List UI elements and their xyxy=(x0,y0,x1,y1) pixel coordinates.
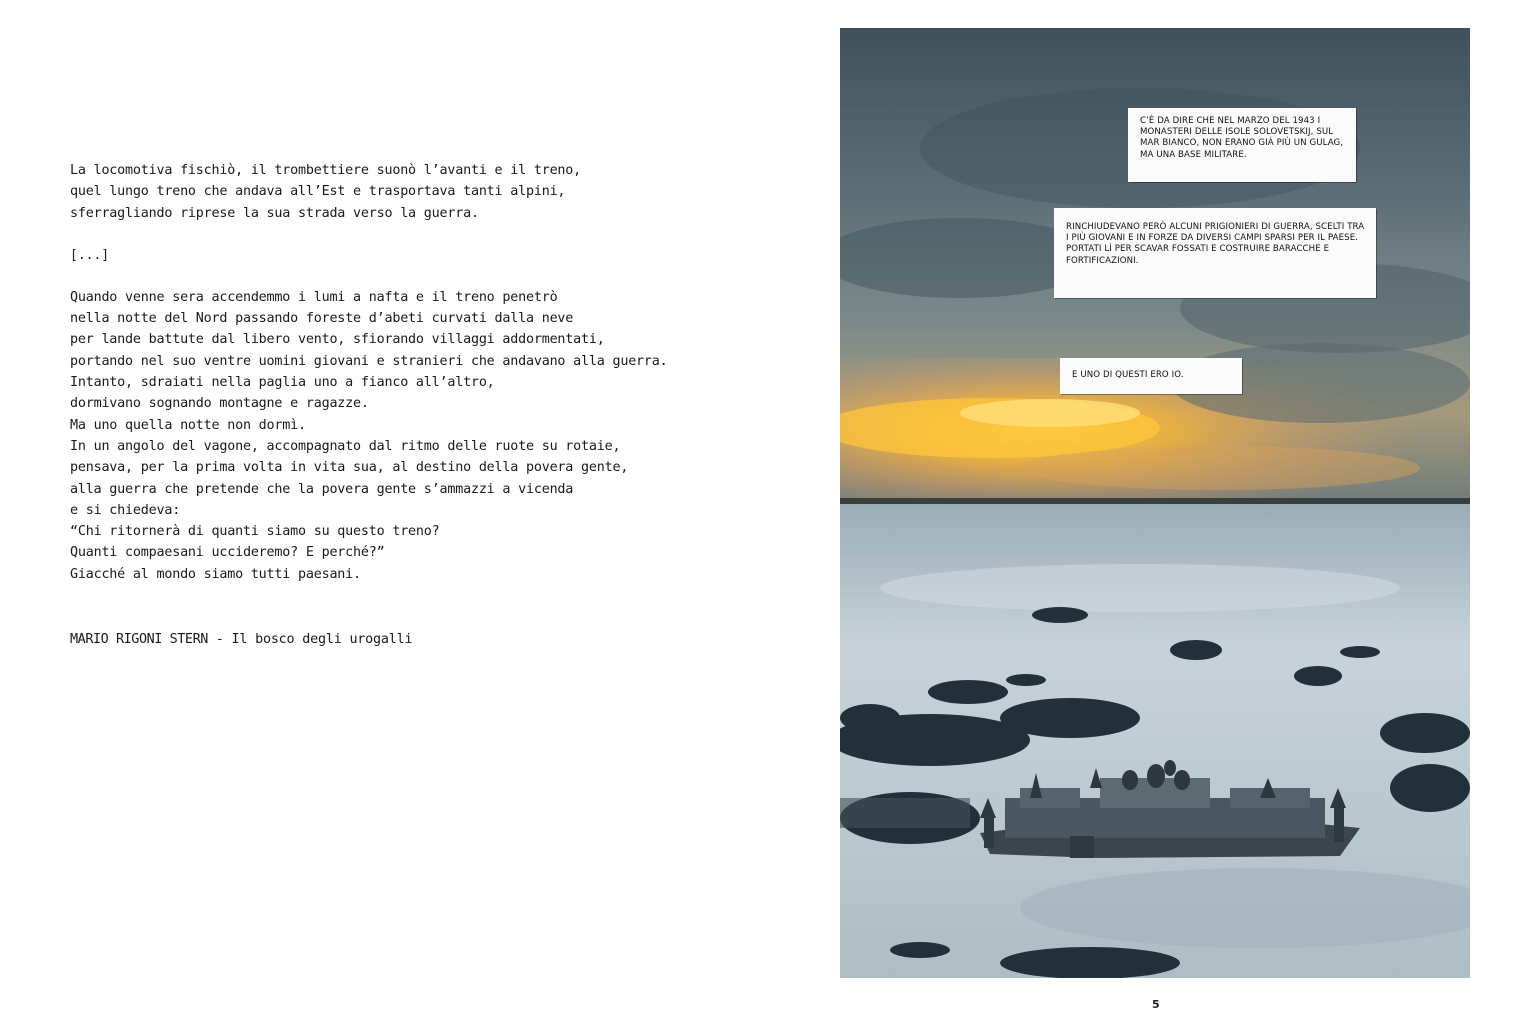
comic-panel-illustration xyxy=(840,28,1470,978)
caption-box-2: RINCHIUDEVANO PERÒ ALCUNI PRIGIONIERI DI GUERRA, SCELTI TRA I PIÙ GIOVANI E IN FORZE DA DIVERSI CAMPI SPARSI PER IL PAESE. PORTATI LÌ PER SCAVAR FOSSATI E COSTRUIRE BARACCHE E FORTIFICAZIONI. xyxy=(1054,208,1376,298)
poem-line: Quanti compaesani uccideremo? E perché?” xyxy=(70,545,385,561)
poem-line: portando nel suo ventre uomini giovani e stranieri che andavano alla guerra. xyxy=(70,353,668,369)
sun-band xyxy=(1020,446,1420,490)
poem-line: sferragliando riprese la sua strada verso la guerra. xyxy=(70,205,479,221)
poem-line: nella notte del Nord passando foreste d’abeti curvati dalla neve xyxy=(70,311,574,327)
poem-line: Intanto, sdraiati nella paglia uno a fianco all’altro, xyxy=(70,375,495,391)
poem-line: Ma uno quella notte non dormì. xyxy=(70,417,306,433)
right-page xyxy=(790,0,1517,1023)
poem-line: per lande battute dal libero vento, sfiorando villaggi addormentati, xyxy=(70,332,605,348)
poem-excerpt xyxy=(70,160,770,606)
sun-band xyxy=(960,399,1140,427)
poem-line: Quando venne sera accendemmo i lumi a nafta e il treno penetrò xyxy=(70,289,558,305)
poem-line: Giacché al mondo siamo tutti paesani. xyxy=(70,566,361,582)
poem-line: alla guerra che pretende che la povera gente s’ammazzi a vicenda xyxy=(70,481,574,497)
page-number: 5 xyxy=(1152,998,1160,1011)
poem-line: La locomotiva fischiò, il trombettiere suonò l’avanti e il treno, xyxy=(70,163,582,178)
stanza-2 xyxy=(70,287,770,585)
attribution-author: MARIO RIGONI STERN xyxy=(70,632,208,647)
poem-line: quel lungo treno che andava all’Est e trasportava tanti alpini, xyxy=(70,184,566,200)
poem-line: In un angolo del vagone, accompagnato dal ritmo delle ruote su rotaie, xyxy=(70,438,621,454)
snow-highlight xyxy=(880,564,1400,612)
omission-mark: [...] xyxy=(70,247,110,263)
stanza-1 xyxy=(70,160,770,224)
poem-line: “Chi ritornerà di quanti siamo su questo treno? xyxy=(70,524,440,540)
attribution xyxy=(70,632,412,647)
caption-box-1: C’È DA DIRE CHE NEL MARZO DEL 1943 I MONASTERI DELLE ISOLE SOLOVETSKIJ, SUL MAR BIANCO, NON ERANO GIÀ PIÙ UN GULAG, MA UNA BASE MILITARE. xyxy=(1128,108,1356,182)
attribution-separator: - xyxy=(207,632,232,647)
attribution-work: Il bosco degli urogalli xyxy=(231,632,413,647)
horizon-line xyxy=(840,498,1470,504)
caption-box-3: E UNO DI QUESTI ERO IO. xyxy=(1060,358,1242,394)
poem-line: dormivano sognando montagne e ragazze. xyxy=(70,396,369,412)
poem-line: pensava, per la prima volta in vita sua, al destino della povera gente, xyxy=(70,460,629,476)
poem-line: e si chiedeva: xyxy=(70,502,181,518)
